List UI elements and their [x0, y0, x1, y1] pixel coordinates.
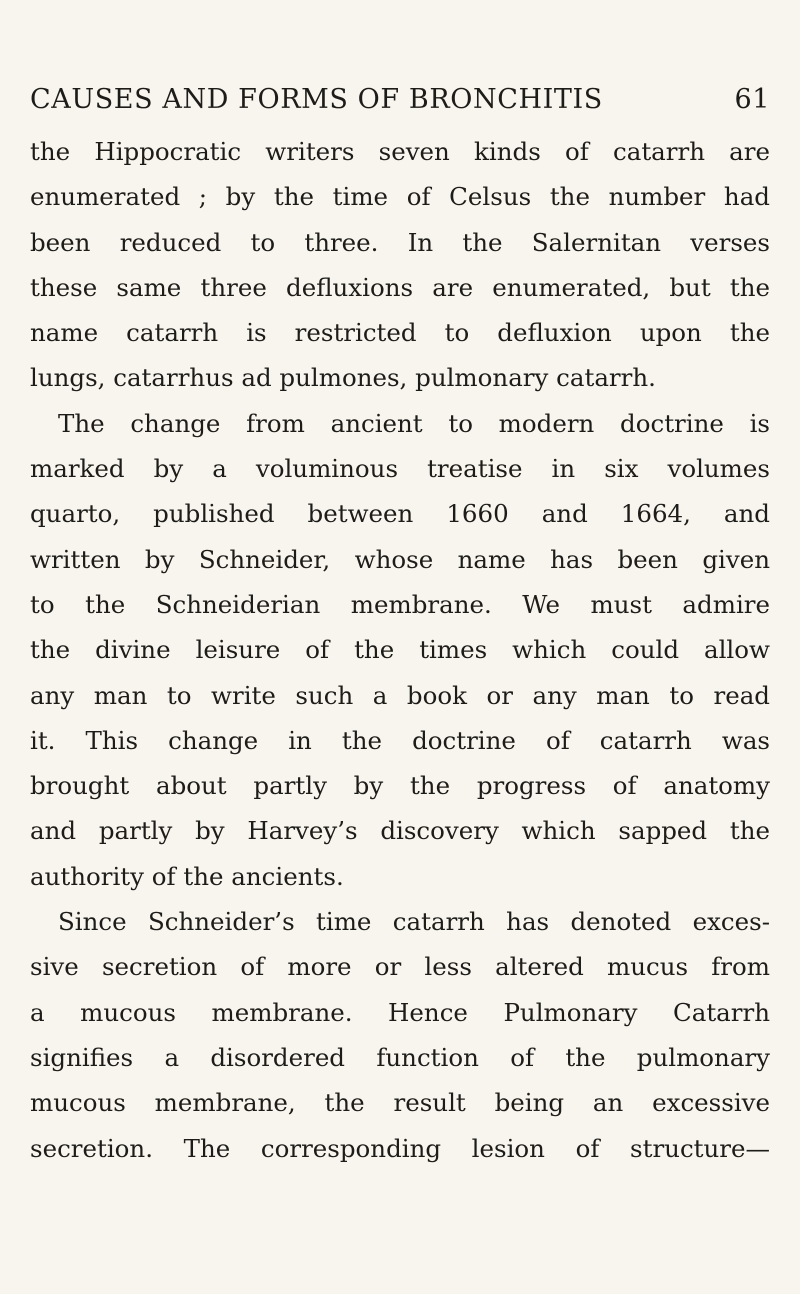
- text-line: The change from ancient to modern doctrine is: [58, 408, 770, 438]
- text-line: the divine leisure of the times which could allow: [30, 635, 770, 665]
- text-line: Since Schneider’s time catarrh has denoted exces-: [58, 907, 770, 937]
- text-line: these same three defluxions are enumerated, but the: [30, 272, 770, 302]
- text-line: brought about partly by the progress of anatomy: [30, 771, 770, 801]
- text-line: been reduced to three. In the Salernitan verses: [30, 227, 770, 257]
- text-line: secretion. The corresponding lesion of structure—: [30, 1133, 770, 1163]
- text-line: any man to write such a book or any man to read: [30, 680, 770, 710]
- text-line: it. This change in the doctrine of catarrh was: [30, 725, 770, 755]
- text-line: to the Schneiderian membrane. We must admire: [30, 589, 770, 619]
- running-title: CAUSES AND FORMS OF BRONCHITIS: [30, 84, 603, 115]
- text-line: authority of the ancients.: [30, 861, 344, 891]
- text-line: lungs, catarrhus ad pulmones, pulmonary catarrh.: [30, 363, 656, 393]
- text-line: name catarrh is restricted to defluxion upon the: [30, 318, 770, 348]
- text-line: enumerated ; by the time of Celsus the number had: [30, 182, 770, 212]
- text-line: mucous membrane, the result being an excessive: [30, 1088, 770, 1118]
- text-line: sive secretion of more or less altered mucus from: [30, 952, 770, 982]
- text-line: written by Schneider, whose name has been given: [30, 544, 770, 574]
- text-line: and partly by Harvey’s discovery which sapped the: [30, 816, 770, 846]
- page-number: 61: [734, 84, 770, 115]
- text-line: signifies a disordered function of the pulmonary: [30, 1042, 770, 1072]
- text-line: quarto, published between 1660 and 1664, and: [30, 499, 770, 529]
- running-head: [30, 84, 770, 124]
- body-text: [30, 129, 770, 1171]
- text-line: the Hippocratic writers seven kinds of catarrh are: [30, 137, 770, 166]
- text-line: marked by a voluminous treatise in six volumes: [30, 454, 770, 484]
- text-line: a mucous membrane. Hence Pulmonary Catarrh: [30, 997, 770, 1027]
